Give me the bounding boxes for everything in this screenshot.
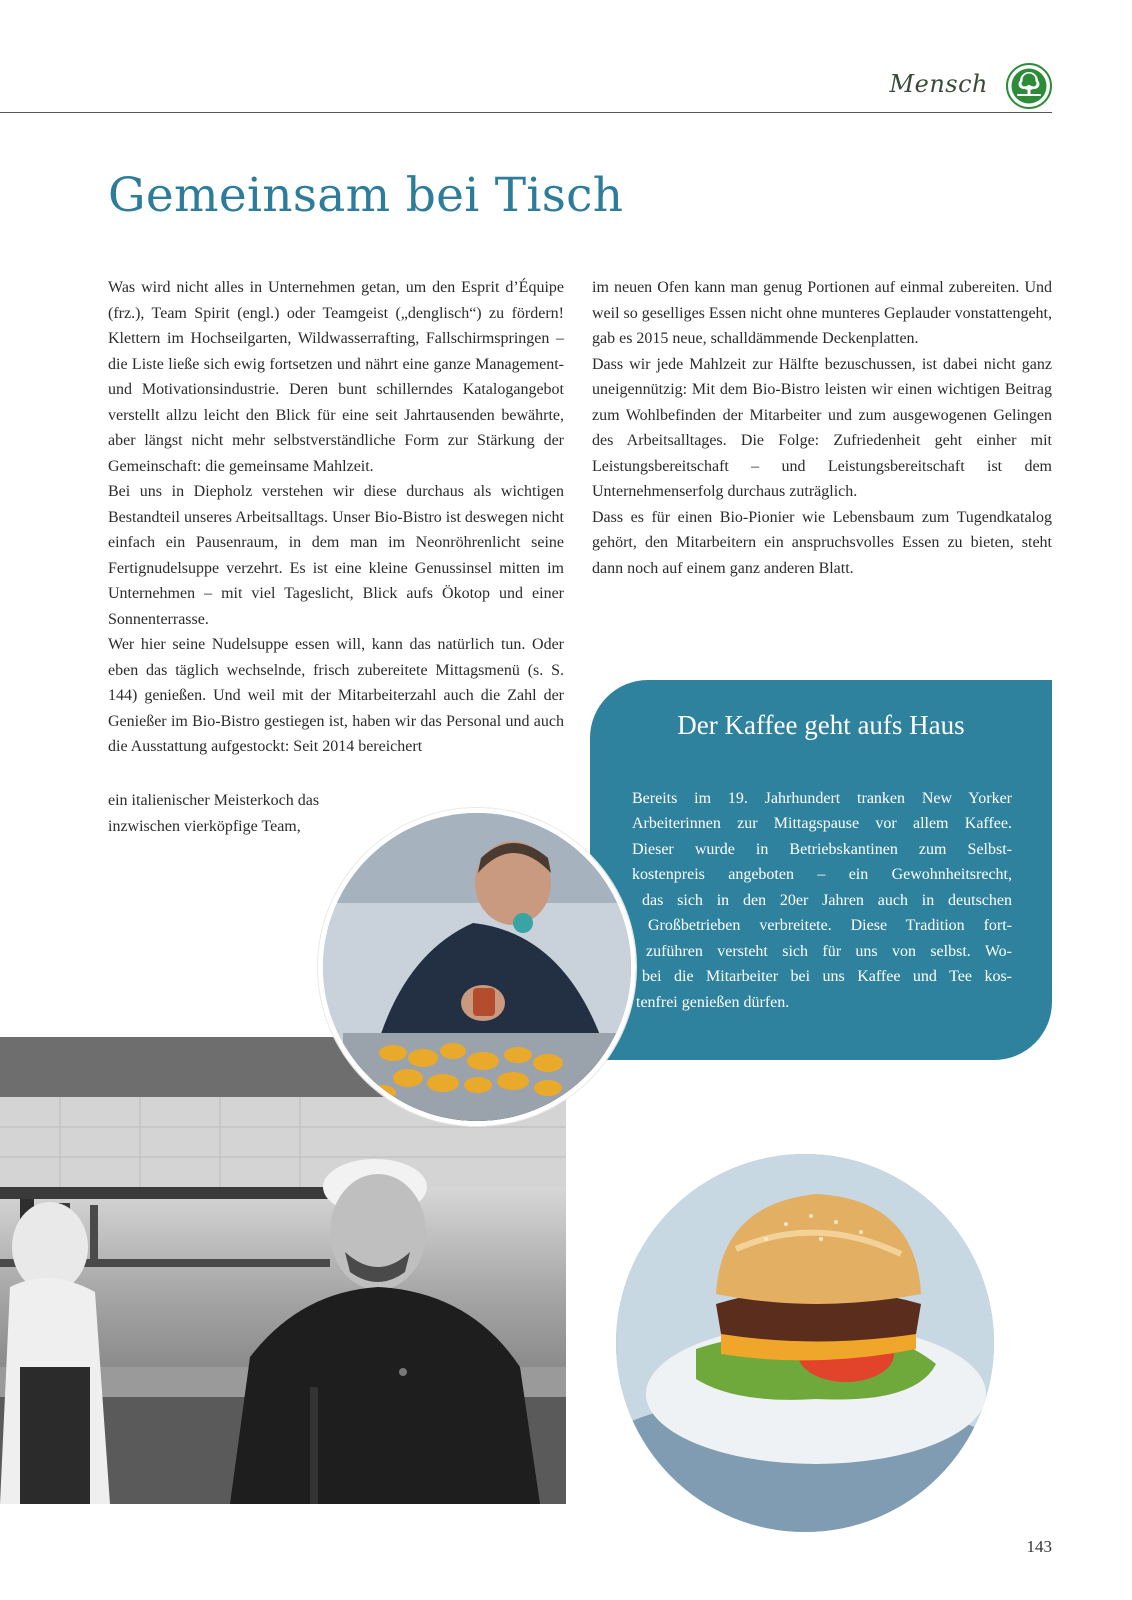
body-paragraph: Was wird nicht alles in Unternehmen getan, um den Esprit d’Équipe (frz.), Team Spirit (engl.) oder Teamgeist („denglisch“) zu fördern! Klettern im Hochseilgarten, Wildwasserrafting, Fallschirmspringen – die Liste ließe sich ewig fortsetzen und nährt eine ganze Management- und Motivationsindustrie. Deren bunt schillerndes Katalogangebot verstellt allzu leicht den Blick für eine seit Jahrtausenden bewährte, aber längst nicht mehr selbstverständliche Form zur Stärkung der Gemeinschaft: die gemeinsame Mahlzeit.: [108, 279, 564, 475]
body-paragraph: Bei uns in Diepholz verstehen wir diese durchaus als wichtigen Bestandteil unseres Arbeitsalltags. Unser Bio-Bistro ist deswegen nicht einfach ein Pausenraum, in dem man im Neonröhrenlicht seine Fertignudelsuppe verzehrt. Es ist eine kleine Genussinsel mitten im Unternehmen – mit viel Tageslicht, Blick aufs Ökotop und einer Sonnenterrasse.: [108, 483, 564, 628]
section-label: Mensch: [889, 70, 988, 98]
page-number: 143: [1026, 1537, 1052, 1556]
info-box-line: Dieser wurde in Betriebskantinen zum Selbst-: [632, 841, 1012, 858]
photo-chef-seasoning-circle: [318, 808, 636, 1126]
photo-burger-circle: [616, 1154, 994, 1532]
info-box-line: tenfrei genießen dürfen.: [636, 994, 790, 1011]
info-box-line: Bereits im 19. Jahrhundert tranken New Yorker: [632, 790, 1012, 807]
info-box-line: das sich in den 20er Jahren auch in deutschen: [642, 892, 1012, 909]
left-column-tail: [108, 788, 388, 839]
info-box-heading: Der Kaffee geht aufs Haus: [677, 710, 965, 740]
body-line: inzwischen vierköpfige Team,: [108, 817, 301, 835]
body-paragraph: im neuen Ofen kann man genug Portionen auf einmal zubereiten. Und weil so geselliges Essen nicht ohne munteres Geplauder vonstattengeht, gab es 2015 neue, schalldämmende Deckenplatten.: [592, 279, 1052, 347]
info-box-line: zuführen versteht sich für uns von selbst. Wo-: [646, 943, 1012, 960]
body-paragraph: Dass wir jede Mahlzeit zur Hälfte bezuschussen, ist dabei nicht ganz uneigennützig: Mit dem Bio-Bistro leisten wir einen wichtigen Beitrag zum Wohlbefinden der Mitarbeiter und zum ausgewogenen Gelingen des Arbeitsalltages. Die Folge: Zufriedenheit geht einher mit Leistungsbereitschaft – und Leistungsbereitschaft ist dem Unternehmenserfolg durchaus zuträglich.: [592, 355, 1052, 500]
body-paragraph: Wer hier seine Nudelsuppe essen will, kann das natürlich tun. Oder eben das täglich wechselnde, frisch zubereitete Mittagsmenü (s. S. 144) genießen. Und weil mit der Mitarbeiterzahl auch die Zahl der Genießer im Bio-Bistro gestiegen ist, haben wir das Personal und auch die Ausstattung aufgestockt: Seit 2014 bereichert: [108, 636, 564, 755]
chef-seasoning-illustration: [323, 813, 631, 1121]
header-divider: [0, 112, 1052, 113]
info-box-line: Großbetrieben verbreitete. Diese Tradition fort-: [648, 917, 1012, 934]
info-box-line: kostenpreis angeboten – ein Gewohnheitsrecht,: [632, 866, 1012, 883]
right-column: [592, 275, 1052, 581]
body-line: ein italienischer Meisterkoch das: [108, 792, 320, 809]
page-title: Gemeinsam bei Tisch: [108, 168, 624, 223]
info-box: [590, 680, 1052, 1060]
body-paragraph: Dass es für einen Bio-Pionier wie Lebensbaum zum Tugendkatalog gehört, den Mitarbeitern ein anspruchsvolles Essen zu bieten, steht dann noch auf einem ganz anderen Blatt.: [592, 508, 1052, 577]
left-column: [108, 275, 564, 759]
lebensbaum-tree-logo-icon: [1006, 63, 1052, 109]
info-box-line: bei die Mitarbeiter bei uns Kaffee und Tee kos-: [642, 968, 1012, 985]
info-box-line: Arbeiterinnen zur Mittagspause vor allem Kaffee.: [632, 815, 1012, 832]
burger-illustration: [616, 1154, 994, 1532]
